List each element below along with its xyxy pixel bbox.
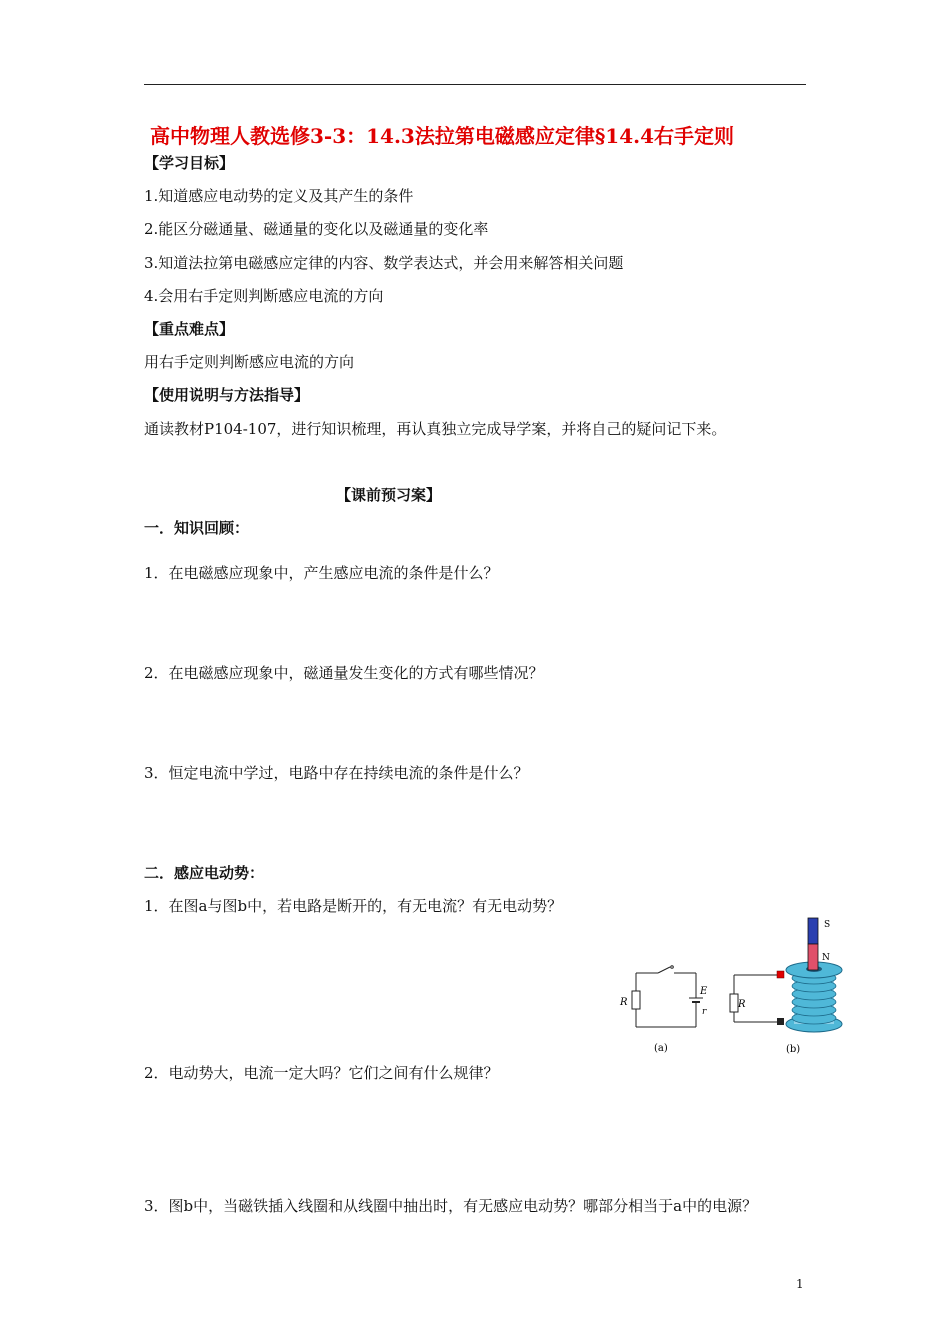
question-item: 2．电动势大，电流一定大吗？它们之间有什么规律？ — [144, 1064, 499, 1082]
figure-b-caption: (b) — [786, 1044, 801, 1055]
goals-header: 【学习目标】 — [144, 154, 235, 172]
magnet-south-pole — [808, 918, 818, 944]
internal-resistance-label: r — [702, 1007, 707, 1017]
question-item: 1．在电磁感应现象中，产生感应电流的条件是什么？ — [144, 564, 499, 582]
goal-item: 3.知道法拉第电磁感应定律的内容、数学表达式，并会用来解答相关问题 — [144, 254, 624, 272]
resistor-label: R — [738, 999, 746, 1010]
south-pole-label: S — [824, 920, 831, 930]
goal-item: 2.能区分磁通量、磁通量的变化以及磁通量的变化率 — [144, 220, 489, 238]
resistor-icon — [632, 991, 640, 1009]
page-number: 1 — [796, 1277, 804, 1291]
goal-item: 4.会用右手定则判断感应电流的方向 — [144, 287, 384, 305]
page-title: 高中物理人教选修3-3：14.3法拉第电磁感应定律§14.4右手定则 — [150, 124, 735, 148]
part2-header: 二．感应电动势： — [144, 864, 265, 882]
north-pole-label: N — [822, 953, 830, 963]
magnet-north-pole — [808, 944, 818, 970]
question-item: 1．在图a与图b中，若电路是断开的，有无电流？有无电动势？ — [144, 897, 563, 915]
question-item: 3．恒定电流中学过，电路中存在持续电流的条件是什么？ — [144, 764, 529, 782]
coil-windings — [792, 972, 836, 1024]
coil-figure-b — [722, 914, 848, 1056]
key-text: 用右手定则判断感应电流的方向 — [144, 353, 355, 371]
usage-header: 【使用说明与方法指导】 — [144, 386, 310, 404]
emf-label: E — [700, 986, 708, 997]
resistor-icon — [730, 994, 738, 1012]
circuit-figure-a — [616, 964, 716, 1058]
question-item: 3．图b中，当磁铁插入线圈和从线圈中抽出时，有无感应电动势？哪部分相当于a中的电源？ — [144, 1197, 758, 1215]
goal-item: 1.知道感应电动势的定义及其产生的条件 — [144, 187, 414, 205]
question-item: 2．在电磁感应现象中，磁通量发生变化的方式有哪些情况？ — [144, 664, 544, 682]
usage-text: 通读教材P104-107，进行知识梳理，再认真独立完成导学案，并将自己的疑问记下来。 — [144, 420, 727, 438]
resistor-label: R — [620, 997, 628, 1008]
header-rule — [144, 84, 806, 85]
terminal-bottom — [777, 1018, 784, 1025]
preview-header: 【课前预习案】 — [336, 486, 442, 504]
terminal-top — [777, 971, 784, 978]
key-header: 【重点难点】 — [144, 320, 235, 338]
figure-a-caption: (a) — [654, 1043, 668, 1054]
part1-header: 一．知识回顾： — [144, 519, 250, 537]
